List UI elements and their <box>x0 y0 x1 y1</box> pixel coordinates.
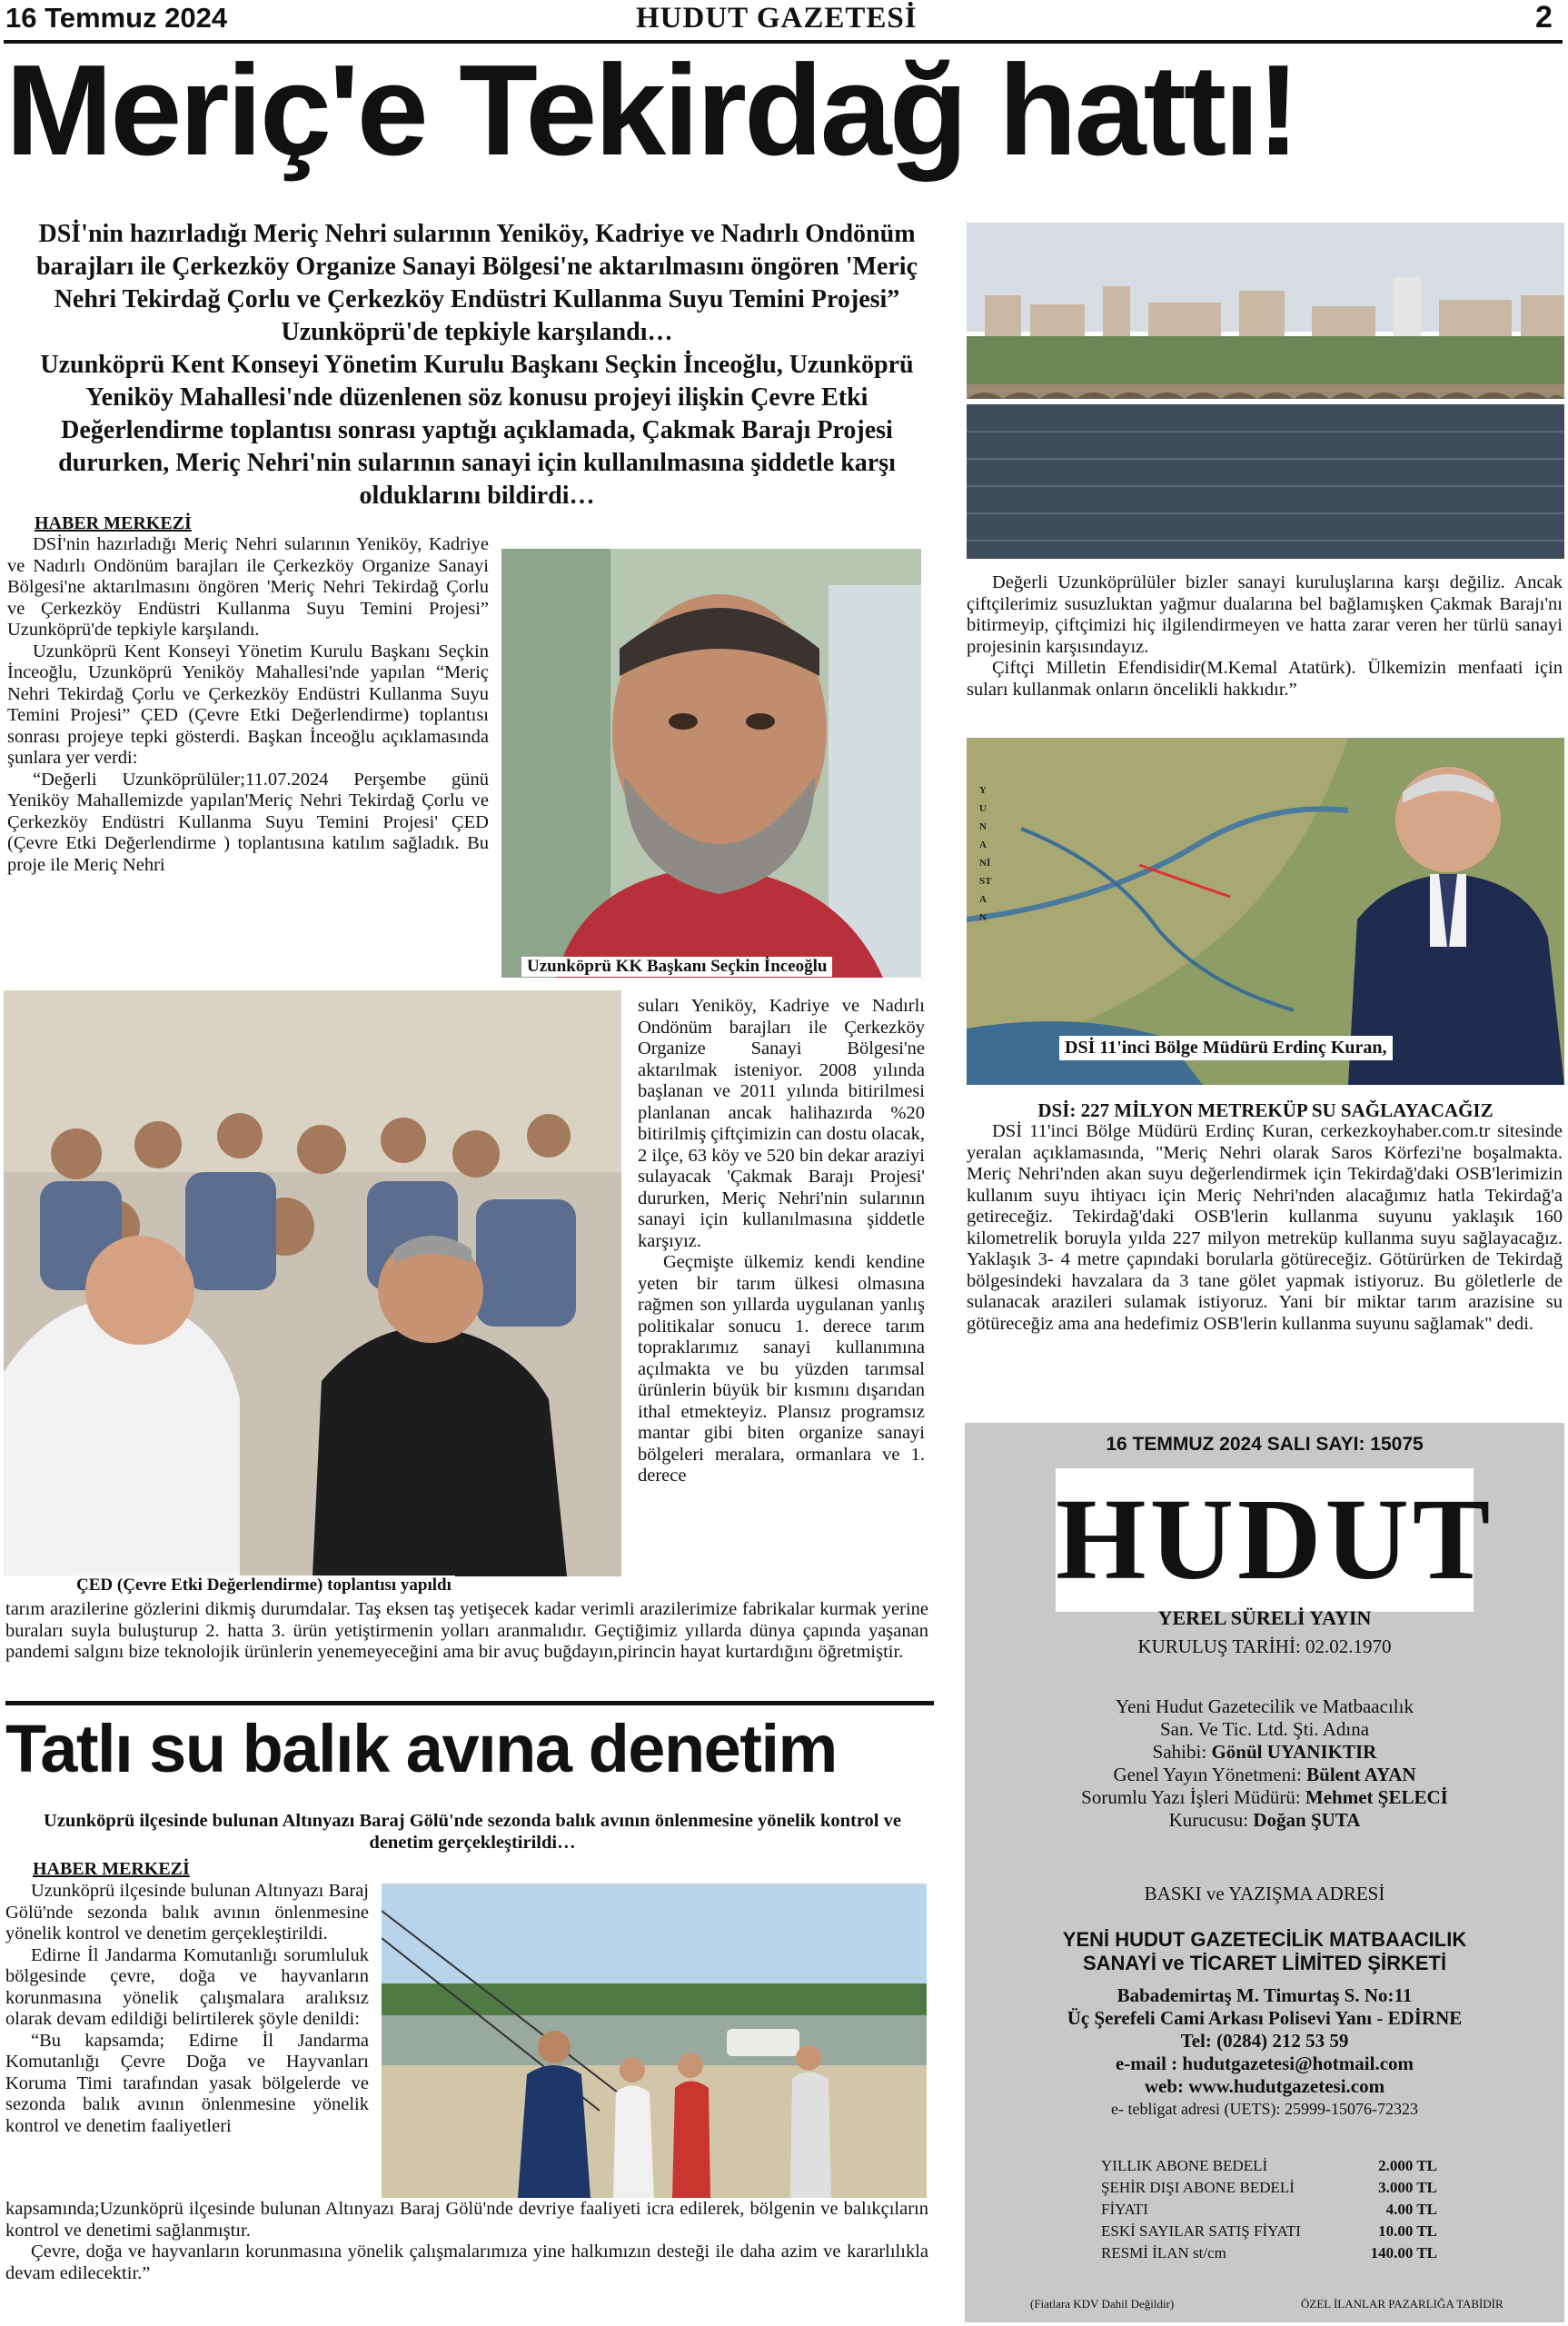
editor-name: Mehmet ŞELECİ <box>1305 1786 1448 1808</box>
owner-line <box>965 1741 1564 1764</box>
printer-line-1: YENİ HUDUT GAZETECİLİK MATBAACILIK <box>1062 1928 1467 1951</box>
imprint-contact <box>965 1984 1564 2121</box>
owner-name: Gönül UYANIKTIR <box>1211 1741 1377 1763</box>
fishing-wide-text <box>5 2199 928 2284</box>
footnote-left: (Fiatlara KDV Dahil Değildir) <box>1030 2297 1175 2311</box>
price-row <box>1101 2177 1437 2199</box>
paragraph: Edirne İl Jandarma Komutanlığı sorumluluk bölgesinde çevre, doğa ve hayvanların korunmasına yönelik çalışmalara aralıksız olarak devam edildiği belirtilerek şöyle denildi: <box>5 1944 369 2029</box>
imprint-box <box>965 1423 1564 2322</box>
price-row <box>1101 2242 1437 2264</box>
paragraph: “Bu kapsamda; Edirne İl Jandarma Komutanlığı Çevre Doğa ve Hayvanları Koruma Timi tarafından yasak bölgelerde ve sezonda balık avının önlenmesine yönelik kontrol ve denetim faaliyetleri <box>5 2030 369 2136</box>
price-value: 140.00 TL <box>1370 2244 1437 2261</box>
paper-name: HUDUT GAZETESİ <box>636 2 918 35</box>
imprint-type: YEREL SÜRELİ YAYIN <box>1157 1606 1372 1629</box>
printer-line-2: SANAYİ ve TİCARET LİMİTED ŞİRKETİ <box>1082 1952 1447 1974</box>
price-value: 2.000 TL <box>1378 2157 1437 2174</box>
paragraph: Çevre, doğa ve hayvanların korunmasına yönelik çalışmalarımıza yine halkımızın desteği ile daha azim ve kararlılıkla devam edilecektir.” <box>5 2242 928 2283</box>
director-line <box>965 1764 1564 1786</box>
paragraph: suları Yeniköy, Kadriye ve Nadırlı Ondönüm barajları ile Çerkezköy Organize Sanayi Bölgesi'ne aktarılmak isteniyor. 2008 yılında başlanan ve 2011 yılında bitirilmesi planlanan ancak halihazırda %20 bitirilmiş çiftçimizin can dostu olacak, 2 ilçe, 63 köy ve 520 bin dekar araziyi sulayacak 'Çakmak Barajı Projesi' dururken, Meriç Nehri'nin sularının sanayi için kullanılmasına şiddetle karşıyız. <box>638 996 925 1251</box>
byline: HABER MERKEZİ <box>35 513 192 533</box>
editor-label: Sorumlu Yazı İşleri Müdürü: <box>1081 1786 1301 1808</box>
paragraph: DSİ'nin hazırladığı Meriç Nehri sularının Yeniköy, Kadriye ve Nadırlı Ondönüm barajları ile Çerkezköy Organize Sanayi Bölgesi'ne aktarılmasını öngören 'Meriç Nehri Tekirdağ Çorlu ve Çerkezköy Endüstri Kullanma Suyu Temini Projesi” Uzunköprü'de tepkiyle karşılandı. <box>7 534 489 640</box>
price-label: YILLIK ABONE BEDELİ <box>1101 2157 1268 2174</box>
footnote-right: ÖZEL İLANLAR PAZARLIĞA TABİDİR <box>1301 2297 1503 2311</box>
printer-name <box>965 1928 1564 1975</box>
price-row <box>1101 2199 1437 2221</box>
fishing-column <box>5 1881 369 2137</box>
fishing-byline: HABER MERKEZİ <box>33 1859 190 1879</box>
map-label: YUNANİSTAN <box>979 785 992 923</box>
spot-text <box>9 218 945 512</box>
company-line-1: Yeni Hudut Gazetecilik ve Matbaacılık <box>1116 1695 1414 1717</box>
founder-line <box>965 1809 1564 1832</box>
editor-line <box>965 1786 1564 1809</box>
price-label: FİYATI <box>1101 2201 1148 2218</box>
founder-name: Doğan ŞUTA <box>1253 1809 1361 1831</box>
article-separator <box>5 1701 934 1705</box>
address-line-2: Üç Şerefeli Cami Arkası Polisevi Yanı - EDİRNE <box>1067 2007 1463 2029</box>
meeting-photo <box>4 990 621 1576</box>
price-value: 10.00 TL <box>1378 2222 1437 2240</box>
imprint-date-issue: 16 TEMMUZ 2024 SALI SAYI: 15075 <box>1106 1434 1424 1455</box>
imprint-staff <box>965 1695 1564 1832</box>
imprint-logo: HUDUT <box>1056 1475 1494 1604</box>
price-label: ESKİ SAYILAR SATIŞ FİYATI <box>1101 2222 1301 2240</box>
price-row <box>1101 2221 1437 2242</box>
owner-label: Sahibi: <box>1152 1741 1207 1763</box>
paragraph: kapsamında;Uzunköprü ilçesinde bulunan Altınyazı Baraj Gölü'nde devriye faaliyeti icra edilerek, bölgenin ve balıkçıların kontrol ve denetimi sağlanmıştır. <box>5 2199 928 2241</box>
price-label: ŞEHİR DIŞI ABONE BEDELİ <box>1101 2179 1295 2196</box>
page-date: 16 Temmuz 2024 <box>5 2 228 34</box>
subhead: DSİ: 227 MİLYON METREKÜP SU SAĞLAYACAĞIZ <box>1037 1099 1494 1121</box>
uets-address: e- tebligat adresi (UETS): 25999-15076-72323 <box>1111 2100 1418 2118</box>
portrait-caption: Uzunköprü KK Başkanı Seçkin İnceoğlu <box>521 957 832 977</box>
company-line-2: San. Ve Tic. Ltd. Şti. Adına <box>1159 1718 1370 1740</box>
meeting-caption: ÇED (Çevre Etki Değerlendirme) toplantısı yapıldı <box>73 1576 455 1595</box>
paragraph: Uzunköprü Kent Konseyi Yönetim Kurulu Başkanı Seçkin İnceoğlu, Uzunköprü Yeniköy Mahallesi'nde yapılan “Meriç Nehri Tekirdağ Çorlu ve Çerkezköy Endüstri Kullanma Suyu Temini Projesi” ÇED (Çevre Etki Değerlendirme) toplantısı sonrası projeye tepki gösterdi. Başkan İnceoğlu açıklamasında şunlara yer verdi: <box>7 641 489 768</box>
paragraph: Çiftçi Milletin Efendisidir(M.Kemal Atatürk). Ülkemizin menfaati için suları kullanmak onların öncelikli hakkıdır.” <box>967 658 1563 700</box>
portrait-photo <box>501 549 921 978</box>
founder-label: Kurucusu: <box>1168 1809 1249 1831</box>
map-presentation-photo <box>967 738 1564 1085</box>
paragraph: “Değerli Uzunköprülüler;11.07.2024 Perşembe günü Yeniköy Mahallemizde yapılan'Meriç Nehri Tekirdağ Çorlu ve Çerkezköy Endüstri Kullanma Suyu Temini Projesi' ÇED (Çevre Etki Değerlendirme ) toplantısına katılım sağladık. Bu proje ile Meriç Nehri <box>7 769 489 875</box>
page-number: 2 <box>1535 0 1553 35</box>
phone: Tel: (0284) 212 53 59 <box>1180 2030 1349 2052</box>
headline-fishing: Tatlı su balık avına denetim <box>5 1711 837 1786</box>
address-line-1: Babademirtaş M. Timurtaş S. No:11 <box>1116 1984 1413 2006</box>
director-label: Genel Yayın Yönetmeni: <box>1113 1764 1302 1785</box>
map-caption: DSİ 11'inci Bölge Müdürü Erdinç Kuran, <box>1059 1036 1393 1060</box>
fishing-photo <box>382 1884 927 2198</box>
price-label: RESMİ İLAN st/cm <box>1101 2244 1226 2261</box>
imprint-founded: KURULUŞ TARİHİ: 02.02.1970 <box>1137 1635 1392 1657</box>
paragraph: Uzunköprü ilçesinde bulunan Altınyazı Baraj Gölü'nde sezonda balık avının önlenmesine yönelik kontrol ve denetim gerçekleştirildi. <box>5 1881 369 1943</box>
spot-paragraph-1: DSİ'nin hazırladığı Meriç Nehri sularının Yeniköy, Kadriye ve Nadırlı Ondönüm barajları ile Çerkezköy Organize Sanayi Bölgesi'ne aktarılmasını öngören 'Meriç Nehri Tekirdağ Çorlu ve Çerkezköy Endüstri Kullanma Suyu Temini Projesi” Uzunköprü'de tepkiyle karşılandı… <box>35 220 918 346</box>
imprint-logo-box <box>1056 1468 1494 1612</box>
address-heading: BASKI ve YAZIŞMA ADRESİ <box>1144 1883 1385 1904</box>
right-column-text-2 <box>967 1121 1563 1335</box>
paragraph: Değerli Uzunköprülüler bizler sanayi kuruluşlarına karşı değiliz. Ancak çiftçilerimiz susuzluktan yağmur dualarına bel bağlamışken Çakmak Barajı'nı bitirmeyip, çiftçimizi hiç ilgilendirmeyen ve hatta zarar veren her türlü sanayi projesinin karşısındayız. <box>967 572 1563 657</box>
city-river-photo <box>967 223 1564 559</box>
right-column-text-1 <box>967 572 1563 701</box>
price-row <box>1101 2155 1437 2177</box>
director-name: Bülent AYAN <box>1306 1764 1416 1785</box>
paragraph: DSİ 11'inci Bölge Müdürü Erdinç Kuran, cerkezkoyhaber.com.tr sitesinde yeralan açıklamasında, "Meriç Nehri olarak Saros Körfezi'ne boşalmakta. Meriç Nehri'nden akan suyu değerlendirmek için Tekirdağ'daki OSB'lerimizin kullanım suyu ihtiyacı için Meriç Nehri'nden alacağımız hatla Tekirdağ'a getireceğiz. Tekirdağ'daki OSB'lerin kullanma suyunu yaklaşık 160 kilometrelik boruyla yılda 227 milyon metreküp kullanma suyu sağlayacağız. Yaklaşık 3- 4 metre çapındaki borularla götüreceğiz. Götürürken de Tekirdağ bölgesindeki havzalara da 3 tane gölet yapmak istiyoruz. Bu göletlerle de sulanacak arazileri sulamak istiyoruz. Yani bir miktar tarım arazisine su götüreceğiz ama ana hedefimiz OSB'lerin kullanma suyunu sağlamak" dedi. <box>967 1121 1563 1334</box>
email: e-mail : hudutgazetesi@hotmail.com <box>1115 2053 1414 2074</box>
fishing-spot: Uzunköprü ilçesinde bulunan Altınyazı Baraj Gölü'nde sezonda balık avının önlenmesine yönelik kontrol ve denetim gerçekleştirildi… <box>44 1811 901 1853</box>
article-column-1 <box>7 534 489 876</box>
spot-paragraph-2: Uzunköprü Kent Konseyi Yönetim Kurulu Başkanı Seçkin İnceoğlu, Uzunköprü Yeniköy Mahallesi'nde düzenlenen söz konusu projeyi ilişkin Çevre Etki Değerlendirme toplantısı sonrası yaptığı açıklamada, Çakmak Barajı Projesi dururken, Meriç Nehri'nin sularının sanayi için kullanılmasına şiddetle karşı olduklarını bildirdi… <box>40 351 914 510</box>
paragraph: Geçmişte ülkemiz kendi kendine yeten bir tarım ülkesi olmasına rağmen son yıllarda uygulanan yanlış politikalar sonucu 1. derece tarım topraklarımız sanayi kullanımına açılmakta ve bu yüzden tarımsal ürünlerin büyük bir kısmını dışarıdan ithal etmekteyiz. Plansız programsız mantar gibi biten organize sanayi bölgeleri meralara, ormanlara ve 1. derece <box>638 1252 925 1486</box>
website: web: www.hudutgazetesi.com <box>1144 2075 1385 2097</box>
article-column-2 <box>638 996 925 1487</box>
headline-main: Meriç'e Tekirdağ hattı! <box>5 38 1297 183</box>
article-wide-paragraph: tarım arazilerine gözlerini dikmiş durumdalar. Taş eksen taş yetişecek kadar verimli arazilerimize fabrikalar kurmak yerine buraları suyla buluşturup 2. hatta 3. ürün yetiştirmenin yolları aranmalıdır. Geçtiğimiz yıllarda dünya çapında yaşanan pandemi salgını bize teknolojik ürünlerin yenemeyeceğini ama bir avuç buğdayın,pirincin hayat kurtardığını öğretmiştir. <box>5 1599 928 1662</box>
price-table <box>1101 2155 1437 2264</box>
price-value: 4.00 TL <box>1385 2201 1437 2218</box>
price-value: 3.000 TL <box>1378 2179 1437 2196</box>
